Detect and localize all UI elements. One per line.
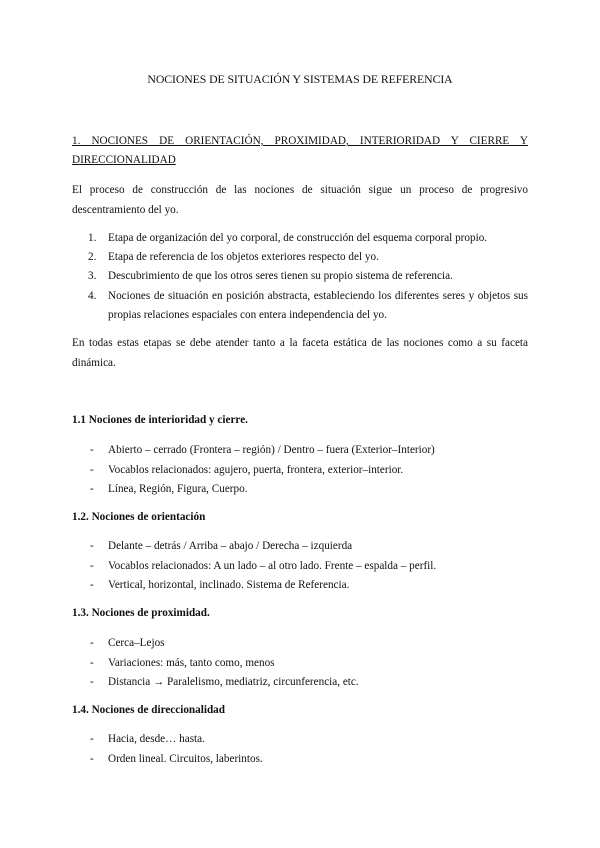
list-item	[72, 461, 528, 481]
dash-bullet: -	[90, 752, 94, 765]
dash-bullet: -	[90, 676, 94, 689]
list-item	[72, 673, 528, 693]
list-item-text: Vocablos relacionados: A un lado – al otro lado. Frente – espalda – perfil.	[108, 559, 437, 572]
list-item-text: Vocablos relacionados: agujero, puerta, frontera, exterior–interior.	[108, 463, 404, 476]
list-number: 1.	[88, 232, 97, 244]
document-title: NOCIONES DE SITUACIÓN Y SISTEMAS DE REFERENCIA	[147, 72, 453, 86]
list-item-text: Cerca–Lejos	[108, 637, 165, 649]
closing-line1: En todas estas etapas se debe atender tanto a la faceta estática de las nociones como a su faceta	[72, 337, 528, 349]
bullet-list	[72, 730, 528, 769]
bullet-list	[72, 634, 528, 693]
list-item	[72, 229, 528, 248]
list-item	[72, 480, 528, 500]
list-number: 2.	[88, 251, 97, 264]
list-item	[72, 730, 528, 750]
list-number: 4.	[88, 289, 97, 302]
intro-line1: El proceso de construcción de las nociones de situación sigue un proceso de progresivo	[72, 184, 528, 196]
list-item-text: Delante – detrás / Arriba – abajo / Derecha – izquierda	[108, 540, 353, 552]
section-heading-line2: DIRECCIONALIDAD	[72, 154, 176, 166]
dash-bullet: -	[90, 637, 94, 649]
list-item-text: Abierto – cerrado (Frontera – región) / Dentro – fuera (Exterior–Interior)	[108, 444, 435, 456]
list-item-text: Etapa de organización del yo corporal, de construcción del esquema corporal propio.	[108, 232, 488, 244]
closing-paragraph	[72, 334, 528, 373]
list-item	[72, 557, 528, 577]
list-item-text-line1: Nociones de situación en posición abstracta, estableciendo los diferentes seres y objetos sus	[108, 289, 528, 302]
list-item-text: Variaciones: más, tanto como, menos	[108, 656, 275, 669]
stages-list	[72, 229, 528, 325]
list-item-text: Distancia → Paralelismo, mediatriz, circunferencia, etc.	[108, 676, 359, 689]
closing-line2: dinámica.	[72, 356, 116, 369]
section-heading	[72, 132, 528, 170]
subsection-heading: 1.1 Nociones de interioridad y cierre.	[72, 414, 248, 426]
list-item	[72, 634, 528, 654]
list-item	[72, 287, 528, 325]
subsection-heading: 1.4. Nociones de direccionalidad	[72, 704, 226, 716]
dash-bullet: -	[90, 463, 94, 476]
list-item-text: Hacia, desde… hasta.	[108, 733, 205, 745]
dash-bullet: -	[90, 656, 94, 669]
dash-bullet: -	[90, 733, 94, 745]
dash-bullet: -	[90, 559, 94, 572]
intro-line2: descentramiento del yo.	[72, 203, 179, 216]
dash-bullet: -	[90, 444, 94, 456]
list-item-text: Orden lineal. Circuitos, laberintos.	[108, 752, 263, 765]
subsection-heading: 1.2. Nociones de orientación	[72, 511, 206, 523]
list-number: 3.	[88, 270, 97, 283]
dash-bullet: -	[90, 483, 94, 496]
list-item	[72, 248, 528, 267]
section-heading-line1: 1. NOCIONES DE ORIENTACIÓN, PROXIMIDAD, INTERIORIDAD Y CIERRE Y	[72, 135, 528, 147]
list-item	[72, 537, 528, 557]
list-item	[72, 654, 528, 674]
dash-bullet: -	[90, 579, 94, 592]
list-item-text: Descubrimiento de que los otros seres tienen su propio sistema de referencia.	[108, 270, 453, 283]
list-item	[72, 441, 528, 461]
intro-paragraph	[72, 181, 528, 220]
list-item-text-line2: propias relaciones espaciales con entera independencia del yo.	[108, 308, 387, 321]
list-item-text: Vertical, horizontal, inclinado. Sistema de Referencia.	[108, 579, 350, 592]
list-item-text: Etapa de referencia de los objetos exteriores respecto del yo.	[108, 251, 379, 264]
bullet-list	[72, 537, 528, 596]
subsection-heading: 1.3. Nociones de proximidad.	[72, 607, 210, 619]
list-item-text: Línea, Región, Figura, Cuerpo.	[108, 483, 248, 496]
bullet-list	[72, 441, 528, 500]
list-item	[72, 750, 528, 770]
list-item	[72, 267, 528, 286]
dash-bullet: -	[90, 540, 94, 552]
list-item	[72, 576, 528, 596]
